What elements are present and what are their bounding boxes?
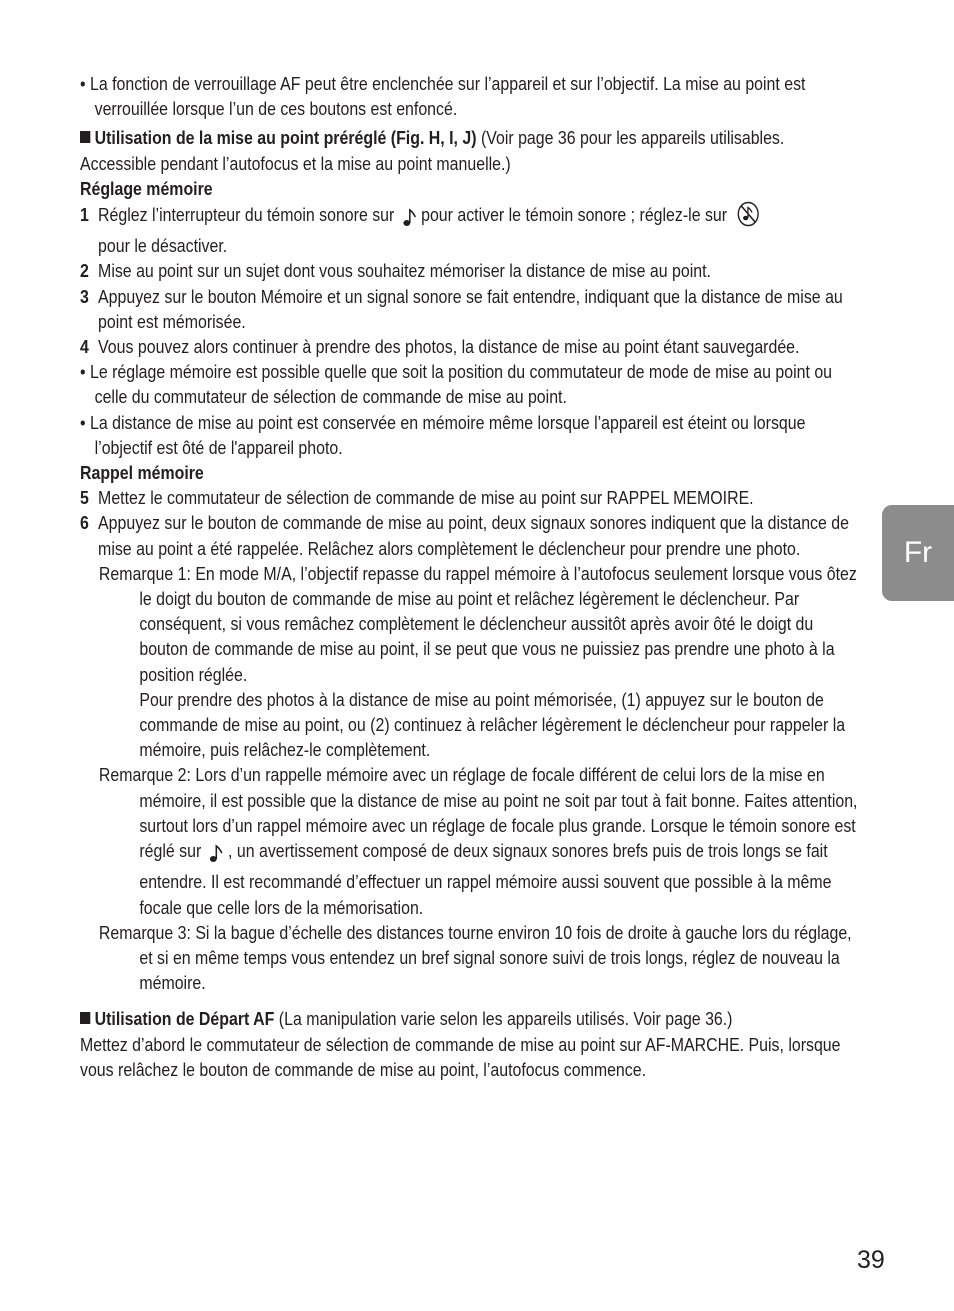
step-6: 6 Appuyez sur le bouton de commande de mise au point, deux signaux sonores indiquent que la distance de mise au point a été rappelée. Relâchez alors complètement le déclencheur pour prendre une photo. <box>80 512 849 559</box>
section-af-start-title: Utilisation de Départ AF <box>94 1008 275 1030</box>
square-bullet-icon <box>80 1012 90 1024</box>
section-af-start-note: (La manipulation varie selon les appareils utilisés. Voir page 36.) <box>274 1008 733 1030</box>
section-preset-focus <box>80 125 860 175</box>
square-bullet-icon <box>80 131 90 143</box>
step-2: 2 Mise au point sur un sujet dont vous souhaitez mémoriser la distance de mise au point. <box>80 260 711 282</box>
section-af-start <box>80 1006 860 1031</box>
beep-on-icon <box>402 207 417 233</box>
bullet-af-lock: • La fonction de verrouillage AF peut être enclenchée sur l’appareil et sur l’objectif. La mise au point est verrouillée lorsque l’un de ces boutons est enfoncé. <box>80 73 806 120</box>
memory-set-heading: Réglage mémoire <box>80 177 213 199</box>
language-tab: Fr <box>882 505 954 601</box>
beep-on-icon <box>209 843 224 869</box>
remark-3: Remarque 3: Si la bague d’échelle des distances tourne environ 10 fois de droite à gauche lors du réglage, et si en même temps vous entendez un bref signal sonore suivi de trois longs, réglez de nouveau la mémoire. <box>98 921 852 994</box>
memory-bullet-2: • La distance de mise au point est conservée en mémoire même lorsque l’appareil est éteint ou lorsque l’objectif est ôté de l'appareil photo. <box>80 411 806 458</box>
memory-recall-heading: Rappel mémoire <box>80 462 204 484</box>
page-number: 39 <box>857 1246 885 1274</box>
step-4: 4 Vous pouvez alors continuer à prendre des photos, la distance de mise au point étant sauvegardée. <box>80 336 800 358</box>
remark-1: Remarque 1: En mode M/A, l’objectif repasse du rappel mémoire à l’autofocus seulement lorsque vous ôtez le doigt du bouton de commande de mise au point et relâchez légèrement le déclencheur. Par conséquent, si vous remâchez complètement le déclencheur aussitôt après avoir ôté le doigt du bouton de commande de mise au point, il se peut que vous ne puissiez pas prendre une photo à la position réglée. <box>98 562 857 685</box>
section-af-start-text: Mettez d’abord le commutateur de sélection de commande de mise au point sur AF-MARCHE. Puis, lorsque vous relâchez le bouton de commande de mise au point, l’autofocus commence. <box>80 1033 841 1080</box>
memory-bullet-1: • Le réglage mémoire est possible quelle que soit la position du commutateur de mode de mise au point ou celle du commutateur de sélection de commande de mise au point. <box>80 361 833 408</box>
remark-2: Remarque 2: Lors d’un rappelle mémoire avec un réglage de focale différent de celui lors de la mise en mémoire, il est possible que la distance de mise au point ne soit par tout à fait bonne. Faites attention, surtout lors d’un rappel mémoire avec un réglage de focale plus grande. Lorsque le témoin sonore est réglé sur , un avertissement composé de deux signaux sonores brefs puis de trois longs se fait entendre. Il est recommandé d’effectuer un rappel mémoire aussi souvent que possible à la même focale que celle lors de la mémorisation. <box>98 764 858 918</box>
step-1: 1 Réglez l’interrupteur du témoin sonore sur pour activer le témoin sonore ; réglez-le sur pour le désactiver. <box>80 201 860 258</box>
page-content <box>80 71 860 1082</box>
remark-1-continued: Pour prendre des photos à la distance de mise au point mémorisée, (1) appuyez sur le bouton de commande de mise au point, ou (2) continuez à relâcher légèrement le déclencheur pour rappeler la mémoire, puis relâchez-le complètement. <box>139 688 846 761</box>
beep-off-icon <box>735 201 761 233</box>
step-5: 5 Mettez le commutateur de sélection de commande de mise au point sur RAPPEL MEMOIRE. <box>80 487 754 509</box>
section-preset-note: (Voir page 36 pour les appareils utilisables. Accessible pendant l’autofocus et la mise au point manuelle.) <box>80 127 785 174</box>
step-3: 3 Appuyez sur le bouton Mémoire et un signal sonore se fait entendre, indiquant que la distance de mise au point est mémorisée. <box>80 285 843 332</box>
section-preset-title: Utilisation de la mise au point préréglé (Fig. H, I, J) <box>94 127 477 149</box>
